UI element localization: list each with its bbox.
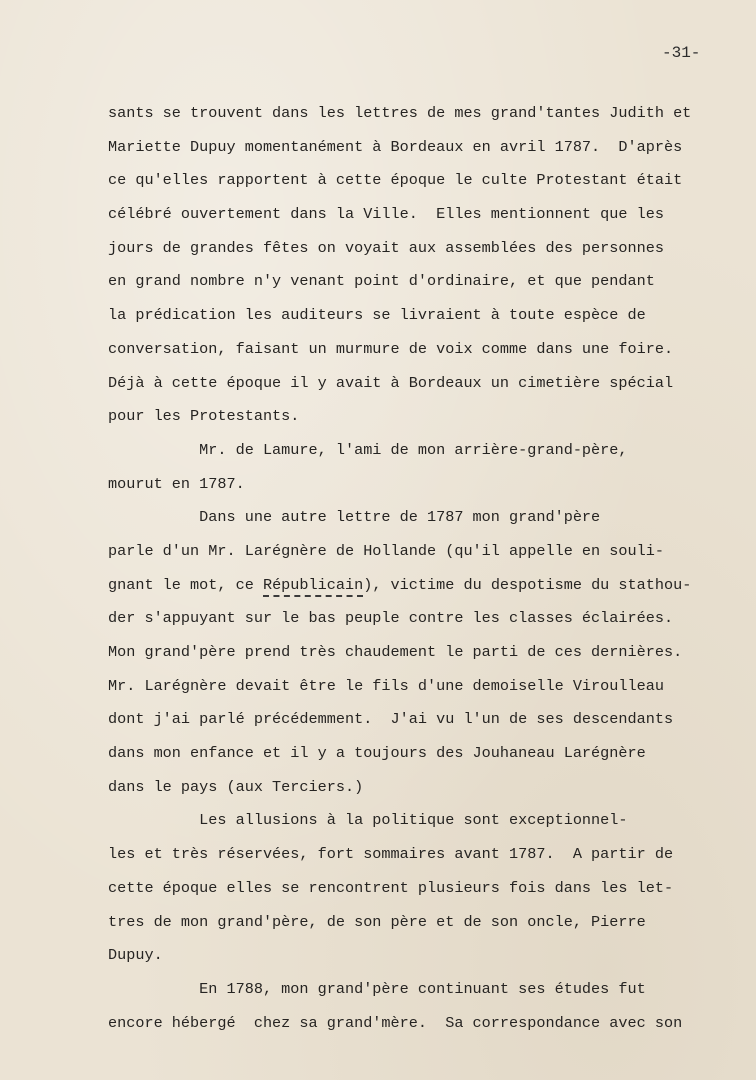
text-line: dont j'ai parlé précédemment. J'ai vu l'un de ses descendants bbox=[108, 710, 674, 729]
text-line: pour les Protestants. bbox=[108, 407, 300, 426]
text-line: Les allusions à la politique sont exceptionnel- bbox=[108, 811, 628, 830]
text-line: en grand nombre n'y venant point d'ordinaire, et que pendant bbox=[108, 272, 655, 291]
text-line: la prédication les auditeurs se livraient à toute espèce de bbox=[108, 306, 646, 325]
text-line: tres de mon grand'père, de son père et de son oncle, Pierre bbox=[108, 912, 646, 931]
text-line: Mr. de Lamure, l'ami de mon arrière-grand-père, bbox=[108, 440, 628, 459]
text-line: Déjà à cette époque il y avait à Bordeaux un cimetière spécial bbox=[108, 373, 674, 392]
text-line: jours de grandes fêtes on voyait aux assemblées des personnes bbox=[108, 238, 664, 257]
text-line: les et très réservées, fort sommaires avant 1787. A partir de bbox=[108, 845, 674, 864]
line-end: ), victime du despotisme du stathou- bbox=[363, 575, 692, 594]
text-line: parle d'un Mr. Larégnère de Hollande (qu'il appelle en souli- bbox=[108, 541, 664, 560]
text-line: Mon grand'père prend très chaudement le parti de ces dernières. bbox=[108, 643, 683, 661]
text-line: dans le pays (aux Terciers.) bbox=[108, 777, 364, 796]
text-line: Dupuy. bbox=[108, 946, 163, 965]
text-line: célébré ouvertement dans la Ville. Elles mentionnent que les bbox=[108, 205, 664, 224]
text-line: En 1788, mon grand'père continuant ses études fut bbox=[108, 979, 646, 998]
text-line-with-underline bbox=[108, 569, 748, 603]
text-line: der s'appuyant sur le bas peuple contre les classes éclairées. bbox=[108, 609, 674, 628]
page-number: -31- bbox=[662, 44, 701, 62]
text-line: cette époque elles se rencontrent plusieurs fois dans les let- bbox=[108, 878, 674, 897]
text-line: sants se trouvent dans les lettres de mes grand'tantes Judith et bbox=[108, 104, 692, 122]
text-line: Mariette Dupuy momentanément à Bordeaux en avril 1787. D'après bbox=[108, 137, 683, 156]
line-start: gnant le mot, ce bbox=[108, 575, 263, 594]
text-line: dans mon enfance et il y a toujours des Jouhaneau Larégnère bbox=[108, 744, 646, 763]
text-line: conversation, faisant un murmure de voix comme dans une foire. bbox=[108, 339, 674, 358]
underlined-word: Républicain bbox=[263, 576, 363, 597]
text-line: ce qu'elles rapportent à cette époque le culte Protestant était bbox=[108, 171, 683, 190]
body-text bbox=[108, 97, 748, 1040]
text-line: encore hébergé chez sa grand'mère. Sa correspondance avec son bbox=[108, 1013, 683, 1032]
text-line: Dans une autre lettre de 1787 mon grand'père bbox=[108, 508, 601, 527]
text-line: mourut en 1787. bbox=[108, 474, 245, 493]
text-line: Mr. Larégnère devait être le fils d'une demoiselle Viroulleau bbox=[108, 676, 664, 695]
